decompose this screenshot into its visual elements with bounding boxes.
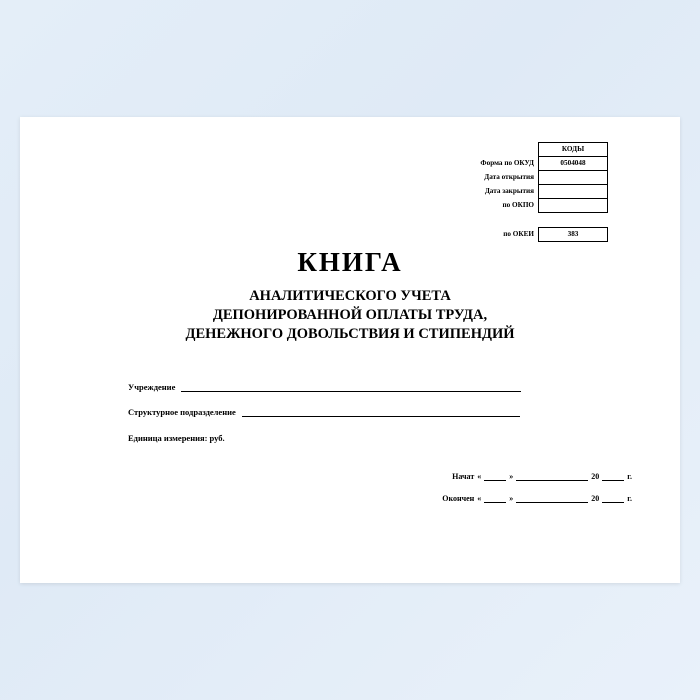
month-input-started[interactable]	[516, 472, 588, 481]
year-input-finished[interactable]	[602, 494, 624, 503]
day-input-finished[interactable]	[484, 494, 506, 503]
year-suffix-started: г.	[627, 472, 632, 481]
codes-row-label: Форма по ОКУД	[480, 159, 534, 167]
field-subdivision-label: Структурное подразделение	[128, 407, 236, 417]
codes-spacer-row	[378, 213, 608, 221]
field-institution-input[interactable]	[181, 382, 521, 392]
document-subtitle-line: АНАЛИТИЧЕСКОГО УЧЕТА	[249, 288, 451, 304]
day-input-started[interactable]	[484, 472, 506, 481]
date-line-finished-label: Окончен	[442, 494, 475, 503]
codes-spacer-label	[378, 220, 539, 228]
codes-row-value[interactable]: 383	[539, 228, 608, 242]
codes-row-label: по ОКПО	[502, 201, 534, 209]
codes-row	[378, 228, 608, 242]
field-subdivision-input[interactable]	[242, 407, 520, 417]
quote-open: «	[477, 494, 482, 503]
quote-close: »	[509, 494, 514, 503]
date-line-started-label: Начат	[452, 472, 475, 481]
field-institution-label: Учреждение	[128, 382, 176, 392]
quote-close: »	[509, 472, 514, 481]
codes-header-row	[378, 143, 608, 157]
codes-row-value[interactable]	[539, 185, 608, 199]
codes-block	[378, 142, 608, 242]
codes-row	[378, 157, 608, 171]
codes-row	[378, 199, 608, 213]
codes-row-label: Дата открытия	[484, 173, 534, 181]
year-prefix-started: 20	[591, 472, 600, 481]
quote-open: «	[477, 472, 482, 481]
codes-spacer-label	[378, 213, 539, 221]
codes-spacer-row	[378, 220, 608, 228]
unit-of-measure: Единица измерения: руб.	[128, 433, 225, 443]
codes-row	[378, 185, 608, 199]
document-sheet	[20, 117, 680, 583]
document-subtitle	[20, 287, 680, 344]
date-lines-block	[442, 472, 632, 516]
date-line-finished	[442, 494, 632, 516]
year-prefix-finished: 20	[591, 494, 600, 503]
codes-row	[378, 171, 608, 185]
codes-row-value[interactable]	[539, 199, 608, 213]
month-input-finished[interactable]	[516, 494, 588, 503]
codes-row-value[interactable]: 0504048	[539, 157, 608, 171]
document-title: КНИГА	[297, 247, 403, 277]
codes-row-label: Дата закрытия	[484, 187, 534, 195]
codes-row-value[interactable]	[539, 171, 608, 185]
year-input-started[interactable]	[602, 472, 624, 481]
document-subtitle-line: ДЕПОНИРОВАННОЙ ОПЛАТЫ ТРУДА,	[212, 307, 488, 323]
field-institution	[128, 382, 521, 392]
codes-header-cell: КОДЫ	[539, 143, 608, 157]
field-subdivision	[128, 407, 520, 417]
date-line-started	[442, 472, 632, 494]
document-subtitle-line: ДЕНЕЖНОГО ДОВОЛЬСТВИЯ И СТИПЕНДИЙ	[185, 326, 515, 342]
codes-spacer-cell	[539, 213, 608, 221]
year-suffix-finished: г.	[627, 494, 632, 503]
codes-header-spacer	[378, 143, 539, 157]
codes-spacer-cell	[539, 220, 608, 228]
codes-row-label: по ОКЕИ	[503, 230, 534, 238]
